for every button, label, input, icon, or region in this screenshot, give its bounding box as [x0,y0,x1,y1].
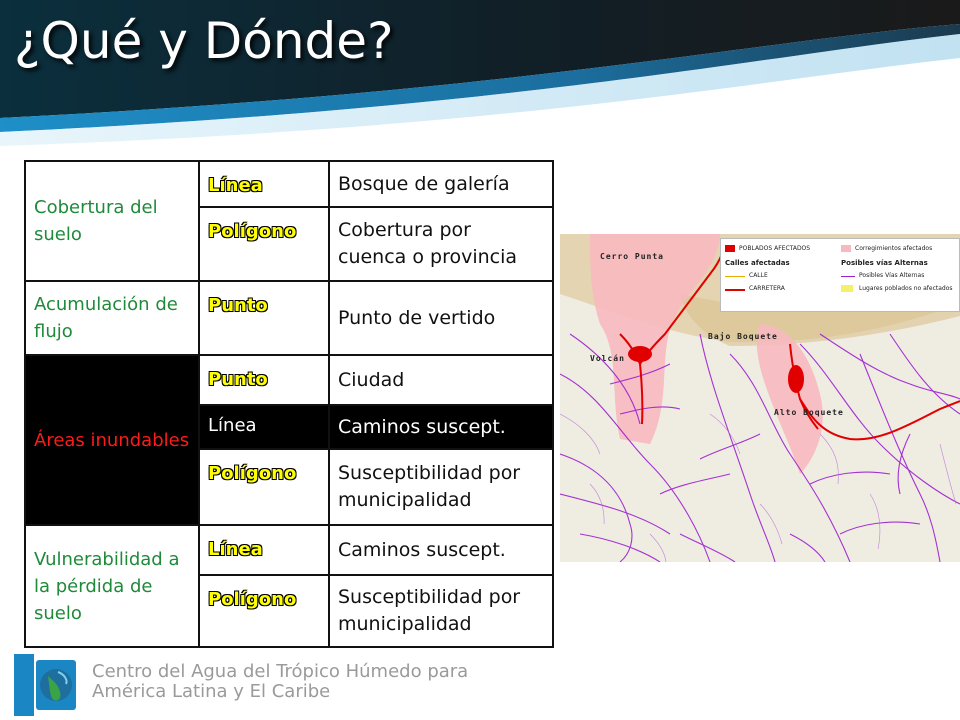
type-cell: Polígono [199,207,329,281]
type-cell: Punto [199,281,329,355]
description-cell: Cobertura por cuenca o provincia [329,207,553,281]
legend-swatch-lugares [841,285,853,292]
legend-lugares: Lugares poblados no afectados [859,285,953,292]
type-cell: Polígono [199,575,329,647]
type-cell: Polígono [199,449,329,525]
footer-line-1: Centro del Agua del Trópico Húmedo para [92,661,469,682]
type-cell: Línea [199,161,329,207]
page-title: ¿Qué y Dónde? [14,12,394,70]
description-cell: Susceptibilidad por municipalidad [329,575,553,647]
category-cell: Áreas inundables [25,355,199,525]
footer-line-2: América Latina y El Caribe [92,681,331,702]
legend-corregimientos: Corregimientos afectados [855,245,933,252]
data-table [24,160,554,648]
legend-line-carretera [725,289,745,291]
map-label-volcan: Volcán [590,354,625,363]
description-cell: Susceptibilidad por municipalidad [329,449,553,525]
legend-line-alternas [841,276,855,277]
legend-carretera: CARRETERA [749,285,785,292]
legend-calles-header: Calles afectadas [725,259,790,267]
legend-poblados: POBLADOS AFECTADOS [739,245,811,252]
map-label-cerro-punta: Cerro Punta [600,252,664,261]
cathalac-logo [14,654,78,720]
legend-swatch-corregimientos [841,245,851,252]
header-banner [0,0,960,150]
legend-posibles-alternas: Posibles Vías Alternas [859,272,925,279]
flood-map [560,234,960,562]
type-cell: Punto [199,355,329,405]
description-cell: Bosque de galería [329,161,553,207]
footer-organization [92,662,468,702]
legend-calle: CALLE [749,272,768,279]
category-cell: Acumulación de flujo [25,281,199,355]
table-row [25,281,553,355]
description-cell: Caminos suscept. [329,405,553,449]
description-cell: Caminos suscept. [329,525,553,575]
type-cell: Línea [199,405,329,449]
cathalac-logo-icon [14,654,78,716]
legend-swatch-poblados [725,245,735,252]
legend-posibles-header: Posibles vías Alternas [841,259,928,267]
table-row [25,161,553,207]
table-row [25,355,553,405]
legend-line-calle [725,276,745,277]
type-cell: Línea [199,525,329,575]
map-label-bajo-boquete: Bajo Boquete [708,332,778,341]
category-cell: Vulnerabilidad a la pérdida de suelo [25,525,199,647]
map-legend [720,238,960,312]
map-label-alto-boquete: Alto Boquete [774,408,844,417]
table-row [25,525,553,575]
description-cell: Punto de vertido [329,281,553,355]
description-cell: Ciudad [329,355,553,405]
category-cell: Cobertura del suelo [25,161,199,281]
